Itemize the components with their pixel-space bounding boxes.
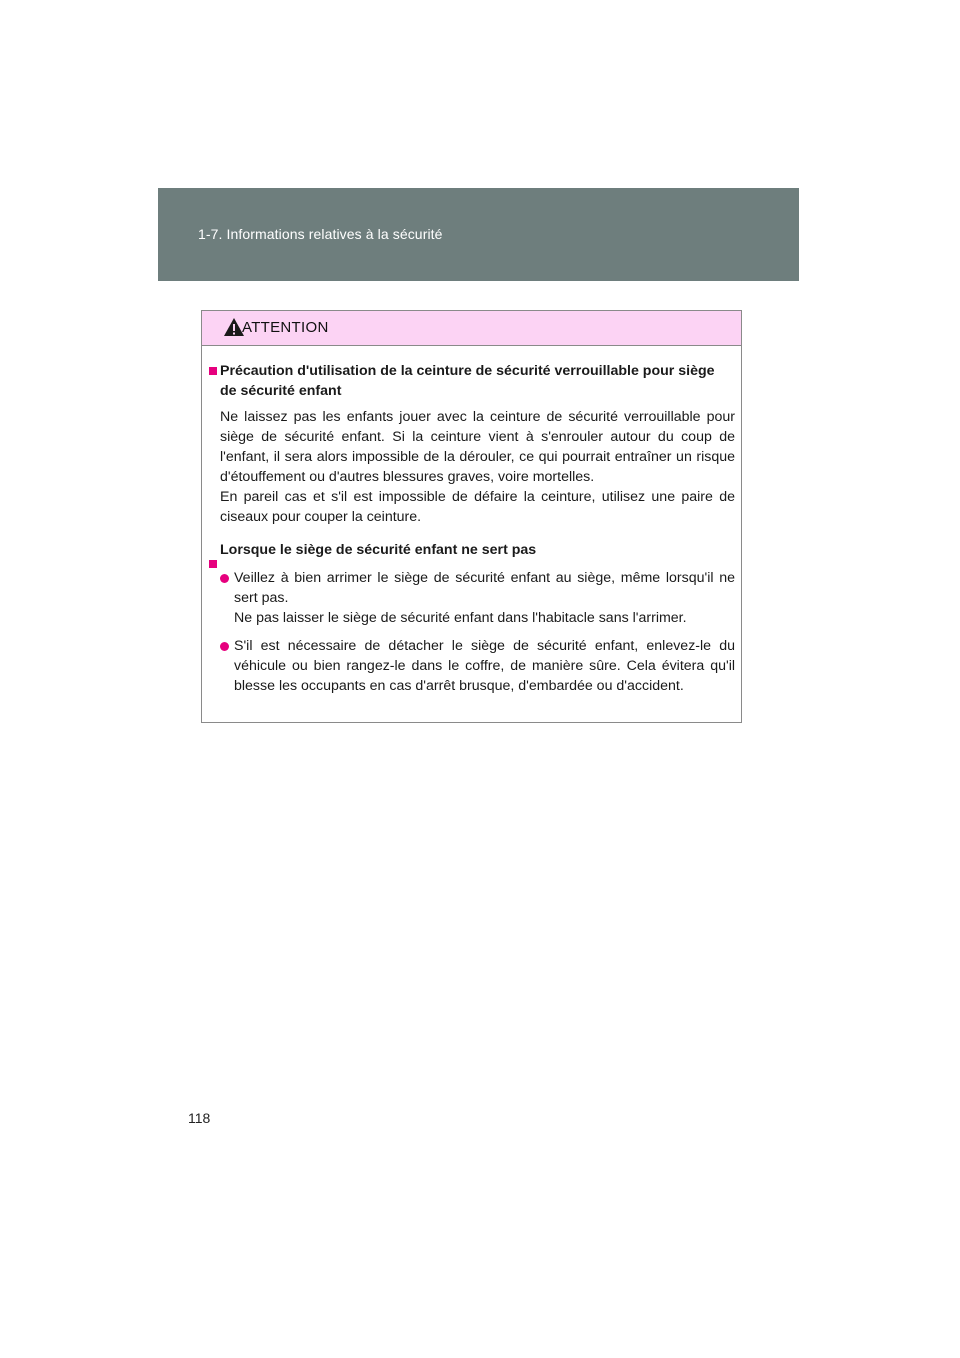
bullet-text: Veillez à bien arrimer le siège de sécurité enfant au siège, même lorsqu'il ne sert pas.: [234, 570, 735, 606]
header-band: [158, 188, 799, 281]
warning-section-1: [209, 361, 735, 527]
list-item: [220, 568, 735, 628]
paragraph-text: En pareil cas et s'il est impossible de défaire la ceinture, utilisez une paire de ciseaux pour couper la ceinture.: [220, 489, 735, 525]
warning-box: [201, 310, 742, 723]
warning-label: ATTENTION: [242, 319, 329, 336]
square-bullet-icon: [209, 367, 217, 375]
page-number: 118: [188, 1110, 211, 1126]
bullet-text: Ne pas laisser le siège de sécurité enfant dans l'habitacle sans l'arrimer.: [234, 610, 687, 626]
section-title: 1-7. Informations relatives à la sécurité: [198, 226, 443, 242]
paragraph-text: Ne laissez pas les enfants jouer avec la ceinture de sécurité verrouillable pour siège de sécurité enfant. Si la ceinture vient à s'enrouler autour du coup de l'enfant, il sera alors impossible de la dérouler, ce qui pourrait entraîner un risque d'étouffement ou d'autres blessures graves, voire mortelles.: [220, 409, 735, 485]
round-bullet-icon: [220, 642, 229, 651]
section-1-paragraph: [220, 407, 735, 527]
bullet-text: S'il est nécessaire de détacher le siège de sécurité enfant, enlevez-le du véhicule ou bien rangez-le dans le coffre, de manière sûre. Cela évitera qu'il blesse les occupants en cas d'arrêt brusque, d'embardée ou d'accident.: [234, 638, 735, 694]
section-2-title: Lorsque le siège de sécurité enfant ne sert pas: [220, 542, 537, 558]
section-1-title: Précaution d'utilisation de la ceinture de sécurité verrouillable pour siège de sécurité enfant: [220, 363, 715, 399]
list-item: [220, 636, 735, 696]
warning-section-2: [209, 540, 735, 696]
round-bullet-icon: [220, 574, 229, 583]
square-bullet-icon: [209, 560, 217, 568]
warning-header: [202, 311, 741, 346]
